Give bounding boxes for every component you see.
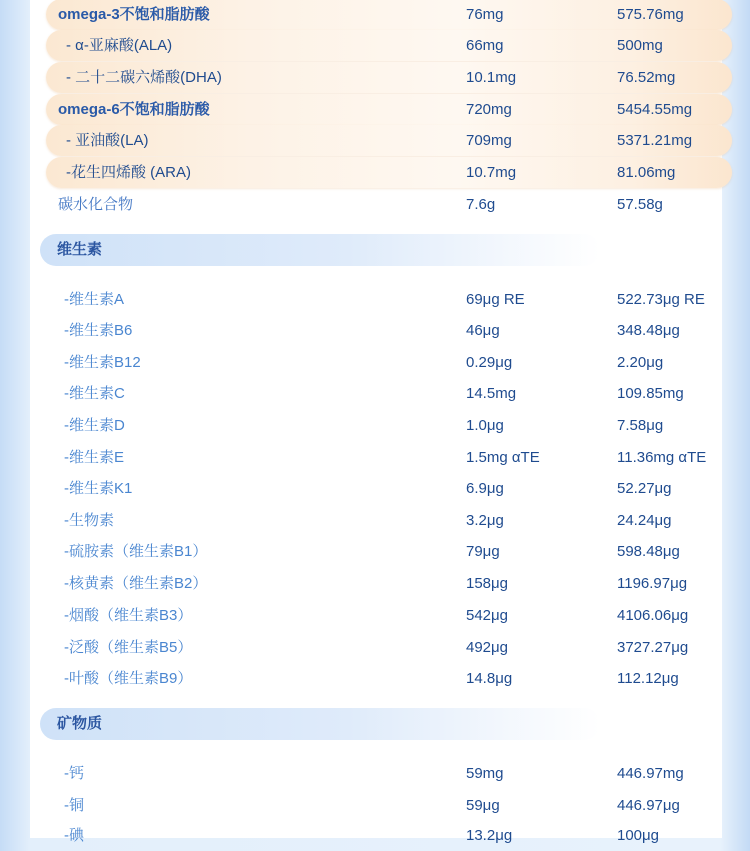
nutrient-name: - 亚油酸(LA): [66, 132, 149, 149]
nutrient-name: -生物素: [64, 512, 114, 529]
nutrient-value-per-100g: 598.48μg: [617, 543, 680, 560]
table-row-vitamin-k1: [0, 473, 750, 504]
table-row-riboflavin: [0, 568, 750, 599]
nutrient-name: -钙: [64, 765, 84, 782]
nutrient-value-per-100g: 5371.21mg: [617, 132, 693, 149]
nutrient-value-per-serving: 1.5mg αTE: [466, 449, 540, 466]
table-row-ara: [46, 157, 732, 188]
nutrient-value-per-serving: 13.2μg: [466, 827, 513, 844]
table-row-thiamine: [0, 536, 750, 567]
nutrient-value-per-serving: 69μg RE: [466, 291, 525, 308]
table-row-niacin: [0, 600, 750, 631]
table-row-vitamin-a: [0, 284, 750, 315]
nutrient-name: - 二十二碳六烯酸(DHA): [66, 69, 222, 86]
nutrient-value-per-100g: 2.20μg: [617, 354, 664, 371]
nutrient-value-per-serving: 6.9μg: [466, 480, 504, 497]
nutrient-value-per-serving: 709mg: [466, 132, 512, 149]
nutrient-name: omega-3不饱和脂肪酸: [58, 6, 210, 23]
nutrient-name: -核黄素（维生素B2）: [64, 575, 208, 592]
nutrient-value-per-100g: 11.36mg αTE: [617, 449, 707, 466]
nutrient-name: -维生素C: [64, 385, 125, 402]
nutrient-value-per-100g: 57.58g: [617, 196, 663, 213]
table-row-vitamin-b12: [0, 347, 750, 378]
nutrient-value-per-serving: 158μg: [466, 575, 509, 592]
nutrient-name: -烟酸（维生素B3）: [64, 607, 193, 624]
nutrient-name: -维生素B6: [64, 322, 133, 339]
nutrient-value-per-100g: 109.85mg: [617, 385, 684, 402]
table-row-vitamin-d: [0, 410, 750, 441]
nutrient-name: -硫胺素（维生素B1）: [64, 543, 208, 560]
nutrient-value-per-serving: 720mg: [466, 101, 512, 118]
nutrient-name: -叶酸（维生素B9）: [64, 670, 193, 687]
table-row-calcium: [0, 758, 750, 789]
nutrient-value-per-100g: 575.76mg: [617, 6, 684, 23]
nutrient-name: -花生四烯酸 (ARA): [66, 164, 191, 181]
table-row-vitamin-e: [0, 442, 750, 473]
nutrient-value-per-serving: 79μg: [466, 543, 500, 560]
table-row-omega3: [46, 0, 732, 30]
nutrient-value-per-100g: 1196.97μg: [617, 575, 688, 592]
nutrient-name: -维生素A: [64, 291, 125, 308]
nutrient-value-per-serving: 14.5mg: [466, 385, 517, 402]
table-row-la: [46, 125, 732, 156]
table-row-pantothenic-acid: [0, 632, 750, 663]
table-row-dha: [46, 62, 732, 93]
nutrient-value-per-100g: 500mg: [617, 37, 663, 54]
nutrient-value-per-serving: 10.1mg: [466, 69, 517, 86]
nutrient-value-per-serving: 0.29μg: [466, 354, 513, 371]
nutrient-value-per-100g: 3727.27μg: [617, 639, 689, 656]
nutrient-name: -维生素D: [64, 417, 125, 434]
table-row-carbohydrate: [0, 189, 750, 220]
section-title: 维生素: [57, 241, 103, 258]
nutrient-value-per-serving: 59μg: [466, 797, 500, 814]
nutrient-value-per-serving: 10.7mg: [466, 164, 517, 181]
nutrient-value-per-100g: 100μg: [617, 827, 660, 844]
nutrient-value-per-100g: 446.97mg: [617, 765, 684, 782]
section-header-vitamins: [40, 234, 600, 266]
nutrient-value-per-100g: 24.24μg: [617, 512, 672, 529]
table-row-omega6: [46, 94, 732, 125]
nutrient-value-per-100g: 348.48μg: [617, 322, 680, 339]
table-row-iodine: [0, 820, 750, 851]
nutrient-name: -维生素B12: [64, 354, 141, 371]
table-row-vitamin-c: [0, 378, 750, 409]
nutrient-name: -泛酸（维生素B5）: [64, 639, 193, 656]
nutrient-value-per-100g: 522.73μg RE: [617, 291, 705, 308]
section-header-minerals: [40, 708, 600, 740]
nutrient-value-per-serving: 3.2μg: [466, 512, 504, 529]
nutrient-value-per-serving: 1.0μg: [466, 417, 504, 434]
nutrient-value-per-100g: 446.97μg: [617, 797, 680, 814]
nutrient-value-per-100g: 112.12μg: [617, 670, 679, 687]
nutrient-value-per-100g: 7.58μg: [617, 417, 664, 434]
nutrient-name: -铜: [64, 797, 84, 814]
nutrient-name: -维生素K1: [64, 480, 133, 497]
nutrient-value-per-serving: 59mg: [466, 765, 504, 782]
nutrient-name: -维生素E: [64, 449, 125, 466]
nutrient-name: -碘: [64, 827, 84, 844]
nutrient-value-per-serving: 542μg: [466, 607, 509, 624]
section-title: 矿物质: [57, 715, 103, 732]
nutrient-value-per-100g: 81.06mg: [617, 164, 676, 181]
table-row-copper: [0, 790, 750, 821]
table-row-ala: [46, 30, 732, 61]
nutrient-name: - α-亚麻酸(ALA): [66, 37, 173, 54]
nutrient-value-per-100g: 52.27μg: [617, 480, 672, 497]
nutrient-name: 碳水化合物: [58, 196, 134, 213]
table-row-folic-acid: [0, 663, 750, 694]
table-row-vitamin-b6: [0, 315, 750, 346]
nutrient-value-per-serving: 492μg: [466, 639, 509, 656]
table-row-biotin: [0, 505, 750, 536]
nutrient-value-per-100g: 76.52mg: [617, 69, 676, 86]
nutrient-name: omega-6不饱和脂肪酸: [58, 101, 210, 118]
nutrient-value-per-serving: 76mg: [466, 6, 504, 23]
nutrient-value-per-serving: 66mg: [466, 37, 504, 54]
nutrient-value-per-100g: 5454.55mg: [617, 101, 693, 118]
nutrient-value-per-serving: 46μg: [466, 322, 500, 339]
nutrient-value-per-100g: 4106.06μg: [617, 607, 689, 624]
nutrient-value-per-serving: 14.8μg: [466, 670, 513, 687]
nutrient-value-per-serving: 7.6g: [466, 196, 496, 213]
